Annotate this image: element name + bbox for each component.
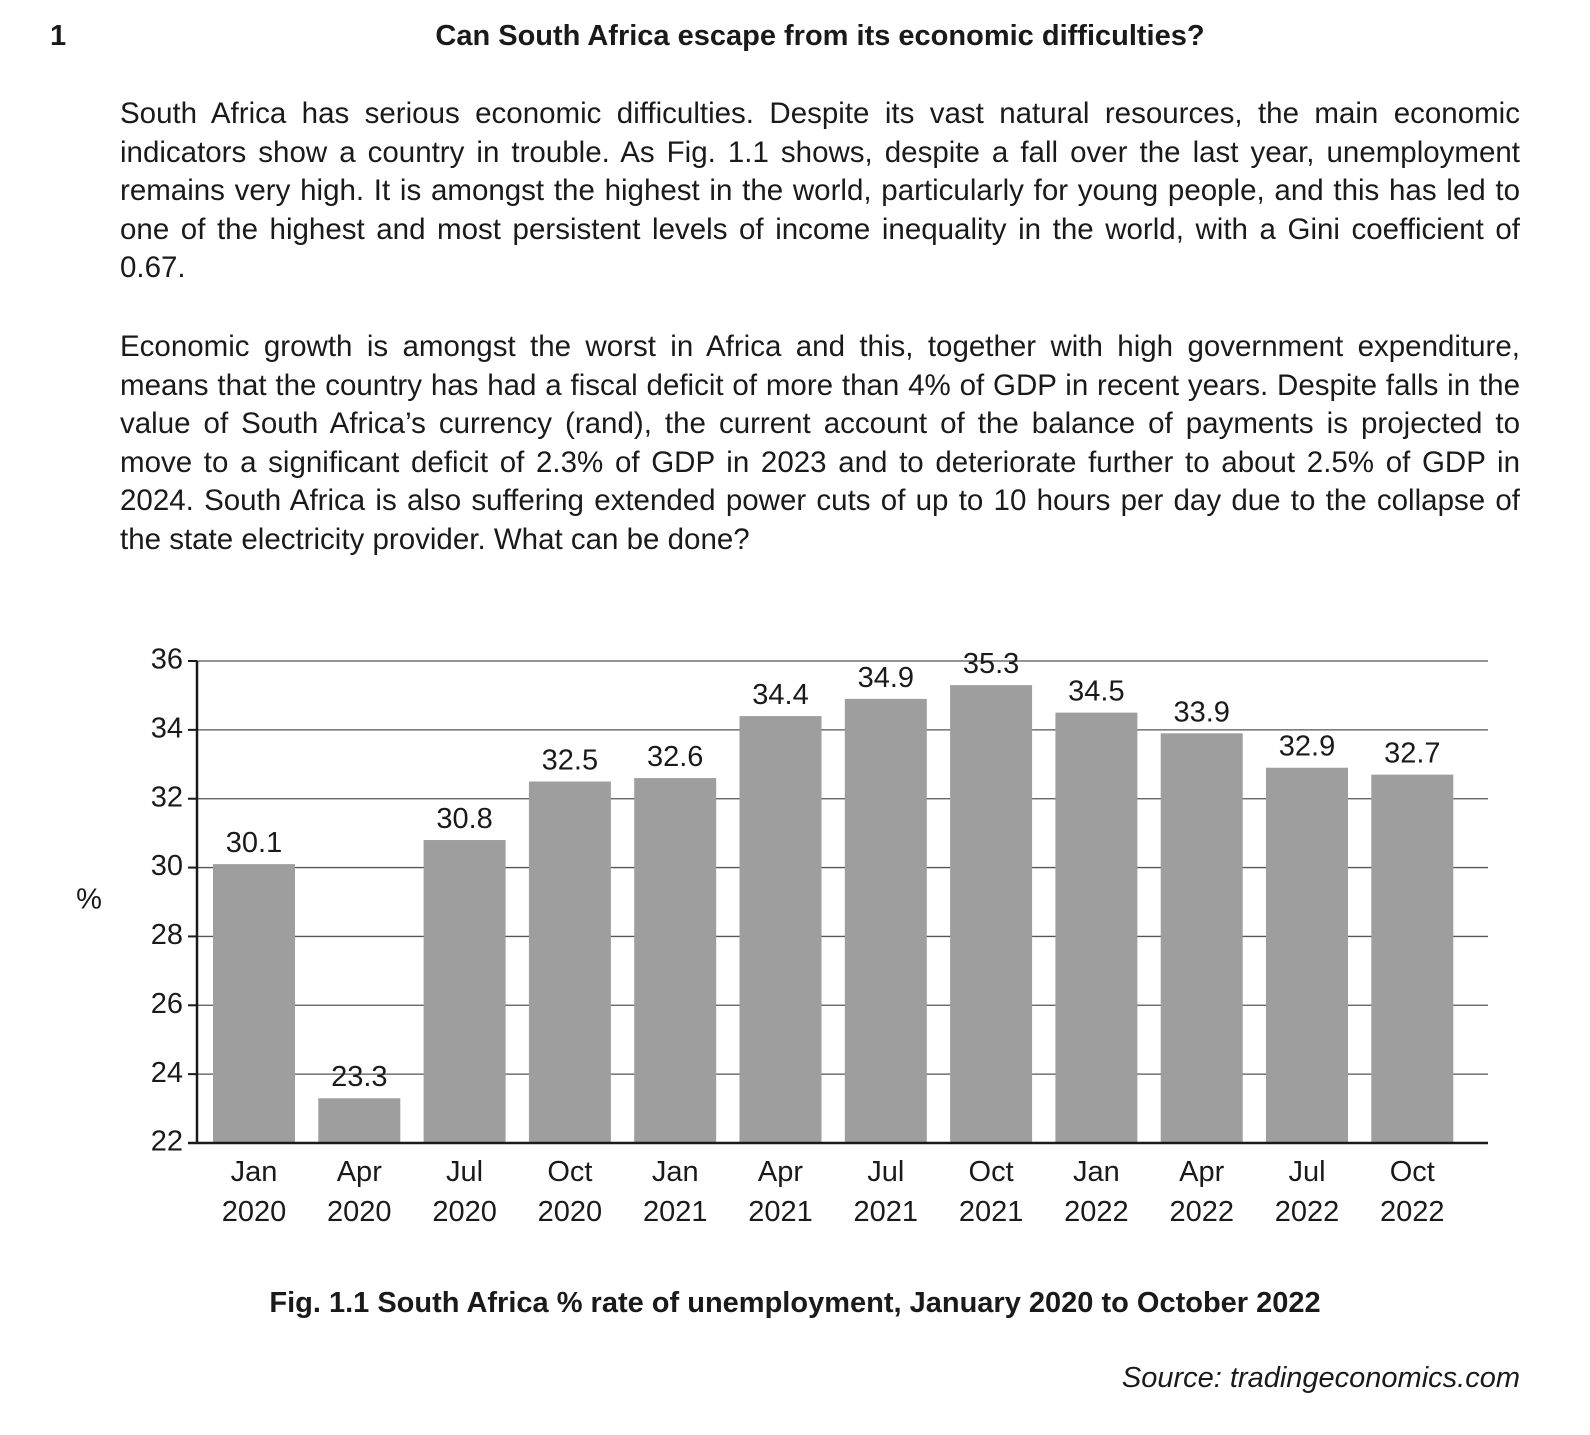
data-label: 34.9 [857,661,915,694]
y-tick-label: 24 [150,1056,183,1089]
x-tick-label-month: Oct [968,1156,1014,1188]
data-label: 23.3 [331,1061,388,1094]
y-tick-label: 30 [150,850,183,883]
chart-y-tick-labels [151,644,183,1158]
x-tick-label-year: 2021 [853,1196,919,1228]
x-tick-label-year: 2021 [642,1196,708,1228]
bar [1266,768,1348,1143]
x-tick-label-month: Jan [1073,1156,1120,1188]
x-tick-label-year: 2020 [327,1196,392,1228]
bar [529,782,611,1144]
x-tick-label-year: 2021 [958,1196,1024,1228]
x-tick-label-year: 2020 [432,1196,497,1228]
y-axis-label: % [76,883,102,916]
chart-x-tick-labels [222,1156,1445,1228]
figure-caption: Fig. 1.1 South Africa % rate of unemployment, January 2020 to October 2022 [269,1287,1321,1319]
data-label: 30.8 [436,803,493,836]
x-tick-label-year: 2021 [748,1196,813,1228]
y-tick-label: 28 [150,919,183,952]
y-tick-label: 26 [150,987,183,1020]
x-tick-label-year: 2022 [1274,1196,1340,1228]
question-title: Can South Africa escape from its economic difficulties? [435,20,1205,52]
x-tick-label-month: Apr [1179,1156,1225,1188]
x-tick-label-month: Jul [867,1156,905,1188]
x-tick-label-year: 2022 [1064,1196,1129,1228]
x-tick-label-month: Apr [336,1156,382,1188]
body-paragraph-1: South Africa has serious economic difficulties. Despite its vast natural resources, the main economic indicators show a country in trouble. As Fig. 1.1 shows, despite a fall over the last year, unemployment remains very high. It is amongst the highest in the world, particularly for young people, and this has led to one of the highest and most persistent levels of income inequality in the world, with a Gini coefficient of 0.67. [120,97,1520,284]
y-tick-label: 22 [150,1125,183,1158]
x-tick-label-month: Apr [757,1156,804,1188]
data-label: 33.9 [1173,696,1230,729]
y-tick-label: 36 [150,643,183,676]
x-tick-label-year: 2020 [221,1196,287,1228]
bar [1161,733,1243,1143]
x-tick-label-year: 2020 [537,1196,603,1228]
bar [1371,775,1453,1143]
bar [424,840,506,1143]
data-label: 34.4 [752,679,809,712]
x-tick-label-month: Jul [1288,1156,1326,1188]
x-tick-label-month: Oct [1389,1156,1435,1188]
x-tick-label-year: 2022 [1169,1196,1234,1228]
y-tick-label: 34 [150,712,183,745]
data-label: 32.5 [541,744,599,777]
bar [950,685,1032,1143]
chart-data-labels [226,648,1441,1093]
x-tick-label-year: 2022 [1380,1196,1445,1228]
bar [740,716,822,1143]
figure-source: Source: tradingeconomics.com [1121,1362,1520,1394]
bar [634,778,716,1143]
x-tick-label-month: Oct [547,1156,593,1188]
unemployment-bar-chart [0,640,1590,1240]
y-tick-label: 32 [150,781,183,814]
bar [213,864,295,1143]
bar [845,699,927,1143]
body-paragraph-2: Economic growth is amongst the worst in Africa and this, together with high government expenditure, means that the country has had a fiscal deficit of more than 4% of GDP in recent years. Despite falls in the value of South Africa’s currency (rand), the current account of the balance of payments is projected to move to a significant deficit of 2.3% of GDP in 2023 and to deteriorate further to about 2.5% of GDP in 2024. South Africa is also suffering extended power cuts of up to 10 hours per day due to the collapse of the state electricity provider. What can be done? [120,330,1520,556]
bar [318,1098,400,1143]
data-label: 32.7 [1384,737,1441,770]
x-tick-label-month: Jul [446,1156,484,1188]
x-tick-label-month: Jan [651,1156,699,1188]
data-label: 32.9 [1278,730,1336,763]
bar [1055,713,1137,1143]
question-number: 1 [50,20,67,52]
data-label: 34.5 [1068,675,1125,708]
data-label: 32.6 [646,741,704,774]
data-label: 35.3 [962,648,1020,681]
x-tick-label-month: Jan [230,1156,278,1188]
data-label: 30.1 [225,827,283,860]
